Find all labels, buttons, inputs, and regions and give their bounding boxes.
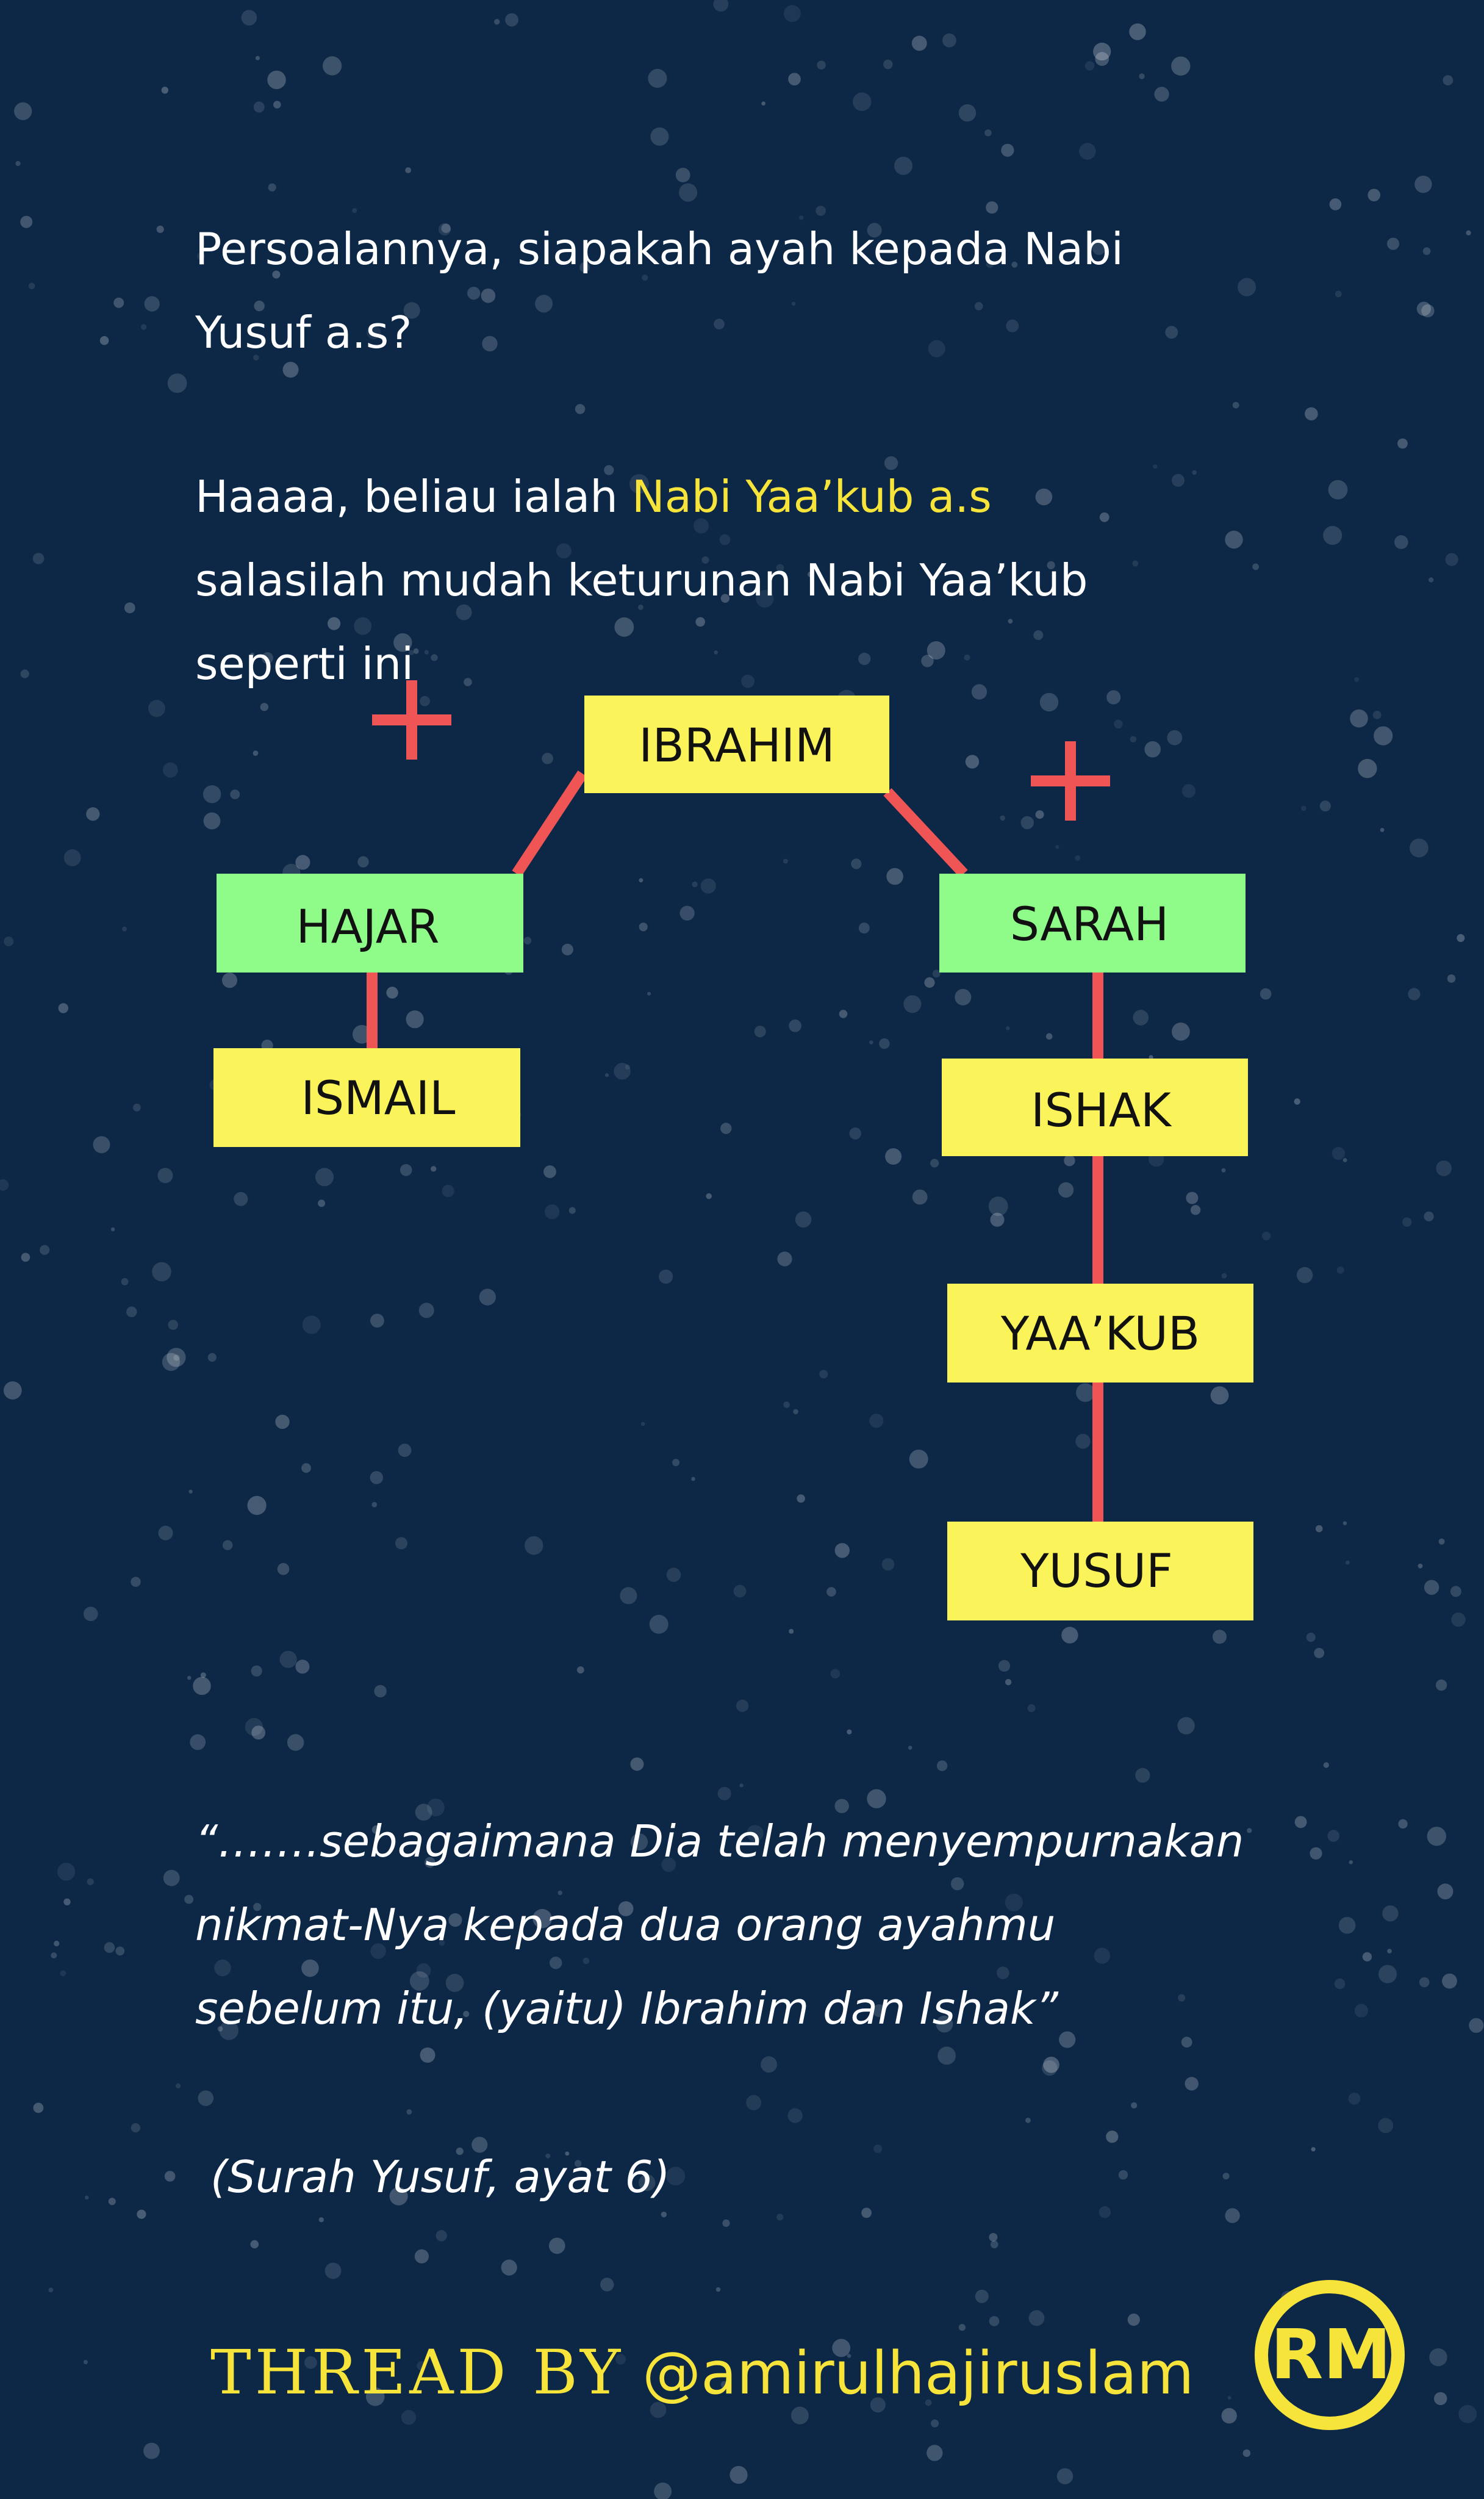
- node-hajar-label: HAJAR: [296, 899, 440, 954]
- thread-by-label: THREAD BY: [210, 2337, 625, 2408]
- answer-prefix: Haaaa, beliau ialah: [195, 471, 632, 522]
- node-ibrahim: [584, 696, 889, 793]
- answer-line-2: salasilah mudah keturunan Nabi Yaa’kub: [195, 555, 1088, 606]
- author-handle: @amirulhajiruslam: [642, 2339, 1194, 2407]
- quote-line-1: “…….sebagaimana Dia telah menyempurnakan: [195, 1816, 1244, 1867]
- node-yaakub-label: YAA’KUB: [1000, 1306, 1200, 1361]
- quote-line-3: sebelum itu, (yaitu) Ibrahim dan Ishak”: [195, 1983, 1058, 2034]
- intro-line-2: Yusuf a.s?: [195, 307, 412, 358]
- node-hajar: [217, 874, 523, 973]
- plus-sign-left: [372, 680, 451, 760]
- plus-sign-right: [1031, 741, 1110, 821]
- quote-source-text: (Surah Yusuf, ayat 6): [210, 2151, 670, 2202]
- quote-source: [210, 2135, 670, 2219]
- node-ishak: [942, 1059, 1248, 1156]
- node-sarah-label: SARAH: [1009, 897, 1169, 951]
- node-ibrahim-label: IBRAHIM: [639, 718, 835, 772]
- answer-line-3: seperti ini: [195, 638, 414, 689]
- link-ibrahim-sarah: [887, 792, 964, 874]
- link-ibrahim-hajar: [517, 774, 582, 874]
- node-ishak-label: ISHAK: [1031, 1083, 1171, 1137]
- node-ismail-label: ISMAIL: [301, 1071, 456, 1125]
- thread-credit: [210, 2337, 1194, 2408]
- quote-line-2: nikmat-Nya kepada dua orang ayahmu: [195, 1899, 1056, 1951]
- node-ismail: [213, 1048, 520, 1147]
- quran-quote: [195, 1800, 1244, 2051]
- node-yusuf: [947, 1522, 1253, 1620]
- node-yusuf-label: YUSUF: [1020, 1544, 1173, 1598]
- answer-highlight: Nabi Yaa’kub a.s: [631, 471, 992, 522]
- rm-logo: [1250, 2276, 1409, 2434]
- logo-letters: RM: [1271, 2315, 1391, 2395]
- node-sarah: [939, 874, 1246, 973]
- node-yaakub: [947, 1284, 1253, 1383]
- intro-line-1: Persoalannya, siapakah ayah kepada Nabi: [195, 223, 1124, 275]
